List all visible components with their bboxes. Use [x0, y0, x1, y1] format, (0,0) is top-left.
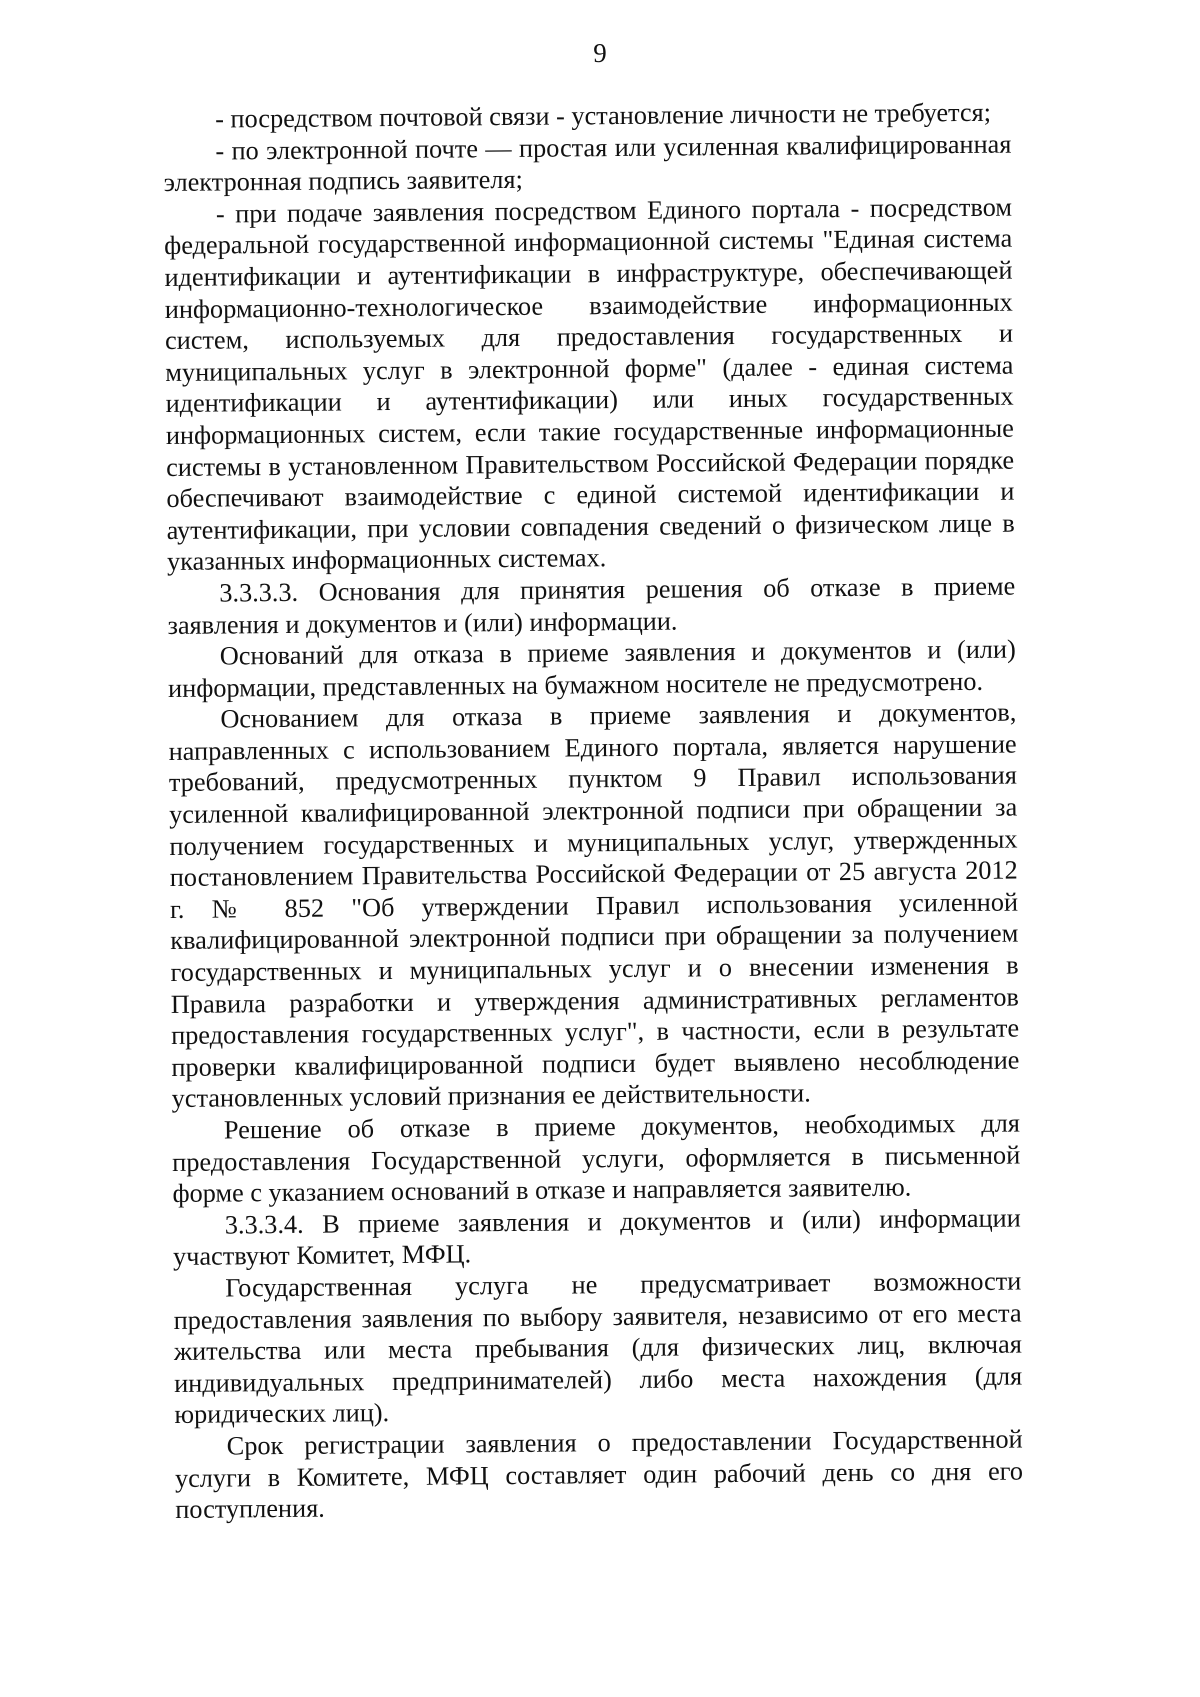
- paragraph-unified-portal-identification: - при подаче заявления посредством Единого портала - посредством федеральной государственной информационной системы "Единая система идентификации и аутентификации в инфраструктуре, обеспечивающей информационно-технологическое взаимодействие информационных систем, используемых для предоставления государственных и муниципальных услуг в электронной форме" (далее - единая система идентификации и аутентификации) или иных государственных информационных систем, если такие государственные информационные системы в установленном Правительством Российской Федерации порядке обеспечивают взаимодействие с единой системой идентификации и аутентификации, при условии совпадения сведений о физическом лице в указанных информационных системах.: [164, 192, 1015, 577]
- paragraph-extraterritorial-principle: Государственная услуга не предусматривает возможности предоставления заявления по выбору заявителя, независимо от его места жительства или места пребывания (для физических лиц, включая индивидуальных предпринимателей) либо места нахождения (для юридических лиц).: [173, 1266, 1023, 1430]
- paragraph-registration-term: Срок регистрации заявления о предоставлении Государственной услуги в Комитете, МФЦ составляет один рабочий день со дня его поступления.: [174, 1424, 1024, 1525]
- paragraph-refusal-grounds-portal: Основанием для отказа в приеме заявления и документов, направленных с использованием Единого портала, является нарушение требований, предусмотренных пунктом 9 Правил использования усиленной квалифицированной электронной подписи при обращении за получением государственных и муниципальных услуг, утвержденных постановлением Правительства Российской Федерации от 25 августа 2012 г. № 852 "Об утверждении Правил использования усиленной квалифицированной электронной подписи при обращении за получением государственных и муниципальных услуг и о внесении изменения в Правила разработки и утверждения административных регламентов предоставления государственных услуг", в частности, если в результате проверки квалифицированной подписи будет выявлено несоблюдение установленных условий признания ее действительности.: [168, 697, 1020, 1114]
- document-body: [163, 97, 1023, 1526]
- paragraph-postal-identification: - посредством почтовой связи - установление личности не требуется;: [215, 97, 992, 134]
- paragraph-section-3-3-3-3: 3.3.3.3. Основания для принятия решения об отказе в приеме заявления и документов и (или) информации.: [167, 571, 1016, 640]
- paragraph-section-3-3-3-4: 3.3.3.4. В приеме заявления и документов и (или) информации участвуют Комитет, МФЦ.: [172, 1203, 1021, 1272]
- paragraph-refusal-decision: Решение об отказе в приеме документов, необходимых для предоставления Государственной услуги, оформляется в письменной форме с указанием оснований в отказе и направляется заявителю.: [172, 1108, 1021, 1209]
- paragraph-email-signature: - по электронной почте — простая или усиленная квалифицированная электронная подпись заявителя;: [163, 129, 1012, 198]
- page-number: 9: [593, 38, 607, 68]
- paragraph-no-refusal-grounds-paper: Оснований для отказа в приеме заявления и документов и (или) информации, представленных на бумажном носителе не предусмотрено.: [167, 634, 1016, 703]
